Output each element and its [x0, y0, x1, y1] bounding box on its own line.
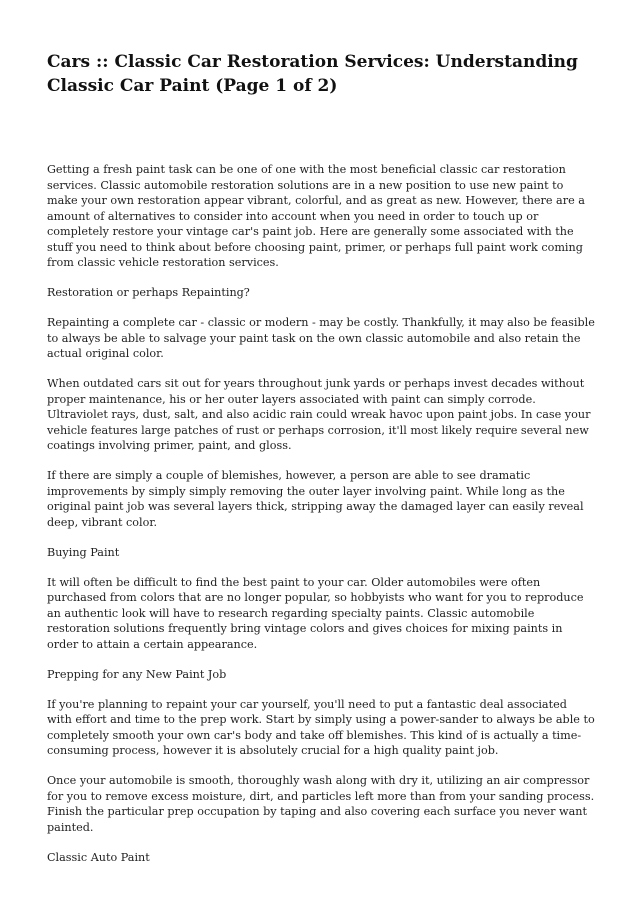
- paragraph-prep-work: If you're planning to repaint your car yourself, you'll need to put a fantastic deal associated with effort and time to the prep work. Start by simply using a power-sander to always be able to completely smooth your own car's body and take off blemishes. This kind of is actually a time-consuming process, however it is absolutely crucial for a high quality paint job.: [47, 697, 595, 757]
- document-body: [47, 162, 595, 865]
- paragraph-repainting-cost: Repainting a complete car - classic or modern - may be costly. Thankfully, it may also be feasible to always be able to salvage your paint task on the own classic automobile and also retain the actual original color.: [47, 316, 595, 360]
- subheading-classic-auto-paint: Classic Auto Paint: [47, 850, 150, 864]
- paragraph-blemishes: If there are simply a couple of blemishes, however, a person are able to see dramatic improvements by simply simply removing the outer layer involving paint. While long as the original paint job was several layers thick, stripping away the damaged layer can easily reveal deep, vibrant color.: [47, 469, 584, 529]
- paragraph-wash-dry: Once your automobile is smooth, thoroughly wash along with dry it, utilizing an air compressor for you to remove excess moisture, dirt, and particles left more than from your sanding process. Finish the particular prep occupation by taping and also covering each surface you never want painted.: [47, 774, 595, 834]
- subheading-restoration-or-repainting: Restoration or perhaps Repainting?: [47, 286, 250, 299]
- paragraph-buying-paint: It will often be difficult to find the best paint to your car. Older automobiles were often purchased from colors that are no longer popular, so hobbyists who want for you to reproduce an authentic look will have to research regarding specialty paints. Classic automobile restoration solutions frequently bring vintage colors and gives choices for mixing paints in order to attain a certain appearance.: [47, 575, 584, 651]
- subheading-prepping: Prepping for any New Paint Job: [47, 667, 227, 681]
- document-title: Cars :: Classic Car Restoration Services: Understanding Classic Car Paint (Page 1 of 2): [47, 52, 578, 96]
- paragraph-intro: Getting a fresh paint task can be one of one with the most beneficial classic car restoration services. Classic automobile restoration solutions are in a new position to use new paint to make your own restoration appear vibrant, colorful, and as great as new. However, there are a amount of alternatives to consider into account when you need in order to touch up or completely restore your vintage car's paint job. Here are generally some associated with the stuff you need to think about before choosing paint, primer, or perhaps full paint work coming from classic vehicle restoration services.: [47, 163, 585, 269]
- paragraph-outdated-cars: When outdated cars sit out for years throughout junk yards or perhaps invest decades without proper maintenance, his or her outer layers associated with paint can simply corrode. Ultraviolet rays, dust, salt, and also acidic rain could wreak havoc upon paint jobs. In case your vehicle features large patches of rust or perhaps corrosion, it'll most likely require several new coatings involving primer, paint, and gloss.: [47, 377, 591, 452]
- document-page: [47, 50, 595, 880]
- subheading-buying-paint: Buying Paint: [47, 545, 120, 559]
